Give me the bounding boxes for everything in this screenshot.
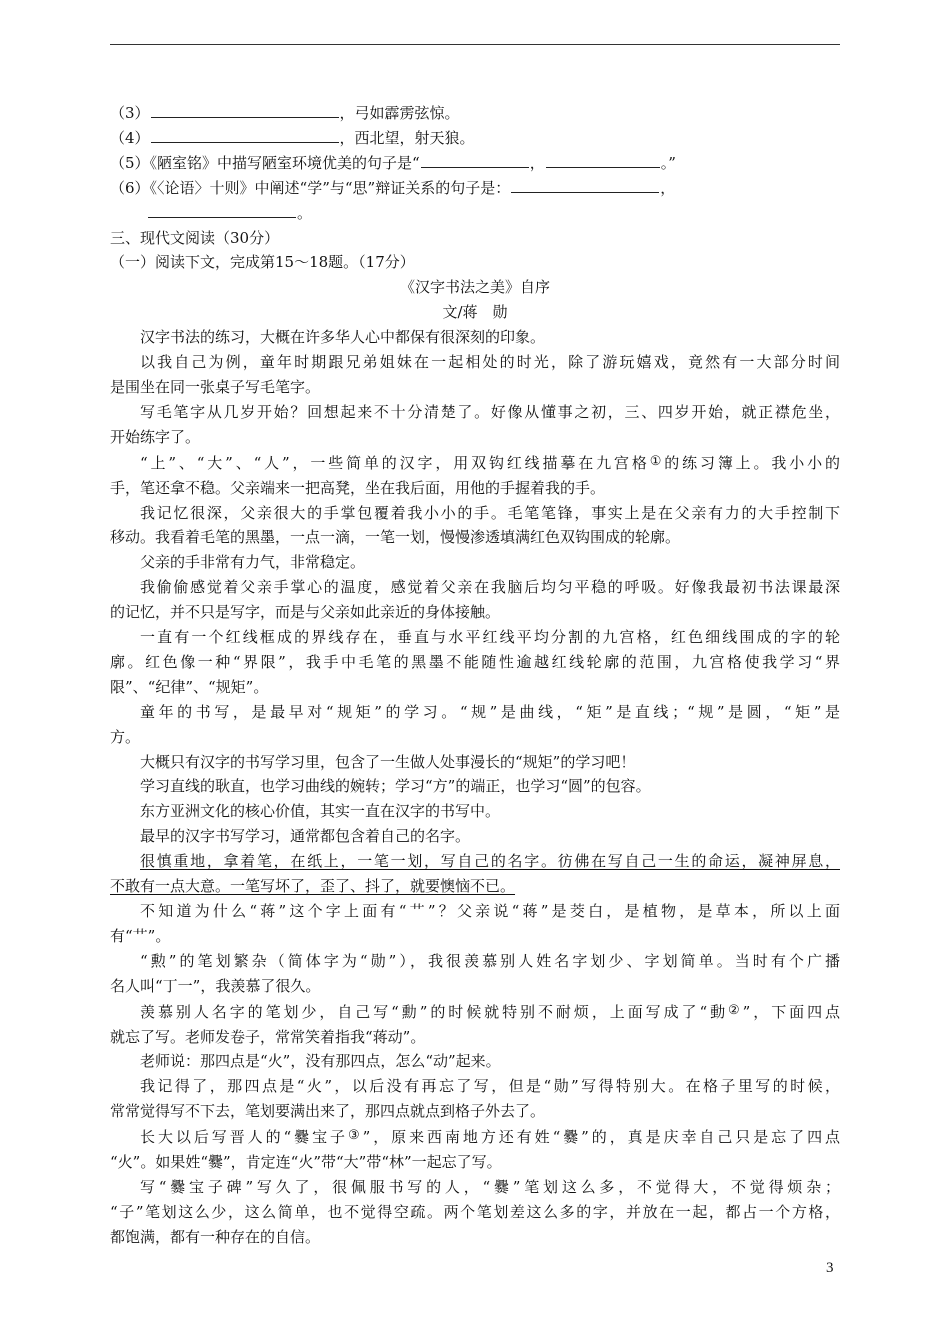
paragraph: 汉字书法的练习，大概在许多华人心中都保有很深刻的印象。 [140, 328, 546, 347]
paragraph-text: “上”、“大”、“人”，一些简单的汉字，用双钩红线描摹在九宫格 [140, 453, 650, 472]
paragraph: 方。 [110, 727, 141, 746]
paragraph: 写毛笔字从几岁开始？回想起来不十分清楚了。好像从懂事之初，三、四岁开始，就正襟危坐， [140, 402, 840, 421]
article-title: 《汉字书法之美》自序 [399, 278, 550, 297]
paragraph: 不知道为什么“蒋”这个字上面有“艹”？父亲说“蒋”是茭白，是植物，是草本，所以上面 [140, 902, 840, 920]
question-3 [110, 101, 840, 126]
paragraph: “子”笔划这么少，这么简单，也不觉得空疏。两个笔划差这么多的字，并放在一起，都占一个方格， [110, 1202, 840, 1221]
paragraph: 是围坐在同一张桌子写毛笔字。 [110, 377, 321, 396]
paragraph-text: 的练习簿上。我小小的 [664, 453, 840, 472]
paragraph [110, 450, 840, 476]
reading-instruction: （一）阅读下文，完成第15～18题。（17分） [110, 253, 415, 272]
question-text: ， [529, 153, 545, 172]
paragraph [110, 999, 840, 1025]
question-text: ， [660, 178, 676, 197]
paragraph: 老师说：那四点是“火”，没有那四点，怎么“动”起来。 [140, 1052, 501, 1071]
footnote-marker: ③ [347, 1128, 363, 1144]
paragraph: “勲”的笔划繁杂（简体字为“勋”），我很羡慕别人姓名字划少、字划简单。当时有个广播 [140, 951, 840, 970]
answer-blank[interactable] [151, 102, 339, 118]
answer-blank[interactable] [546, 152, 660, 168]
question-text: 。” [660, 153, 676, 172]
question-text: （5）《陋室铭》中描写陋室环境优美的句子是“ [110, 153, 420, 172]
page-number: 3 [826, 1260, 834, 1276]
footnote-marker: ① [649, 453, 665, 469]
question-6 [110, 176, 840, 201]
question-text: 。 [297, 203, 313, 222]
footnote-marker: ② [728, 1002, 743, 1018]
question-number: （4） [110, 128, 150, 147]
paragraph: 廓。红色像一种“界限”，我手中毛笔的黑墨不能随性逾越红线轮廓的范围，九宫格使我学习“界 [110, 652, 840, 671]
paragraph: 我记得了，那四点是“火”，以后没有再忘了写，但是“勋”写得特别大。在格子里写的时候， [140, 1077, 840, 1096]
answer-blank[interactable] [511, 177, 659, 193]
paragraph: 写“爨宝子碑”写久了，很佩服书写的人，“爨”笔划这么多，不觉得大，不觉得烦杂； [140, 1177, 840, 1196]
paragraph: 最早的汉字书写学习，通常都包含着自己的名字。 [140, 827, 471, 846]
article-author: 文/蒋 勋 [442, 303, 508, 322]
paragraph: 我记忆很深，父亲很大的手掌包覆着我小小的手。毛笔笔锋，事实上是在父亲有力的大手控制下 [140, 503, 840, 522]
underlined-paragraph: 很慎重地，拿着笔，在纸上，一笔一划，写自己的名字。彷佛在写自己一生的命运，凝神屏息， [140, 852, 840, 871]
paragraph: 东方亚洲文化的核心价值，其实一直在汉字的书写中。 [140, 802, 501, 821]
question-4 [110, 126, 840, 151]
question-6-continued [110, 201, 840, 226]
paragraph: 开始练字了。 [110, 427, 201, 446]
underlined-paragraph: 不敢有一点大意。一笔写坏了，歪了、抖了，就要懊恼不已。 [110, 877, 516, 896]
question-text: ，弓如霹雳弦惊。 [339, 104, 460, 122]
question-text: ，西北望，射天狼。 [339, 128, 475, 147]
paragraph: 的记忆，并不只是写字，而是与父亲如此亲近的身体接触。 [110, 603, 501, 622]
paragraph: 就忘了写。老师发卷子，常常笑着指我“蒋动”。 [110, 1027, 426, 1046]
question-text: （6）《〈论语〉十则》中阐述“学”与“思”辩证关系的句子是： [110, 178, 511, 197]
paragraph: 以我自己为例，童年时期跟兄弟姐妹在一起相处的时光，除了游玩嬉戏，竟然有一大部分时间 [140, 353, 840, 372]
question-number: （3） [110, 104, 150, 122]
paragraph-text: 长大以后写晋人的“爨宝子 [140, 1128, 348, 1147]
paragraph-text: ”，下面四点 [742, 1002, 841, 1021]
paragraph [110, 1124, 840, 1150]
paragraph: 名人叫“丁一”，我羡慕了很久。 [110, 976, 321, 995]
paragraph: “火”。如果姓“爨”，肯定连“火”带“大”带“林”一起忘了写。 [110, 1153, 502, 1172]
page-content [110, 101, 840, 1250]
paragraph: 父亲的手非常有力气，非常稳定。 [140, 553, 366, 572]
answer-blank[interactable] [421, 152, 529, 168]
answer-blank[interactable] [148, 202, 296, 218]
paragraph-text: ”，原来西南地方还有姓“爨”的，真是庆幸自己只是忘了四点 [362, 1128, 841, 1147]
paragraph: 有“艹”。 [110, 926, 171, 945]
paragraph: 都饱满，都有一种存在的自信。 [110, 1227, 321, 1246]
paragraph: 学习直线的耿直，也学习曲线的婉转；学习“方”的端正，也学习“圆”的包容。 [140, 777, 651, 796]
paragraph-text: 羡慕别人名字的笔划少，自己写“勳”的时候就特别不耐烦，上面写成了“動 [140, 1002, 729, 1021]
section-heading: 三、现代文阅读（30分） [110, 228, 280, 247]
header-rule [110, 44, 840, 45]
paragraph: 童年的书写，是最早对“规矩”的学习。“规”是曲线，“矩”是直线；“规”是圆，“矩”是 [140, 702, 840, 721]
question-5 [110, 151, 840, 176]
paragraph: 限”、“纪律”、“规矩”。 [110, 677, 269, 696]
paragraph: 一直有一个红线框成的界线存在，垂直与水平红线平均分割的九宫格，红色细线围成的字的轮 [140, 628, 840, 647]
paragraph: 常常觉得写不下去，笔划要满出来了，那四点就点到格子外去了。 [110, 1102, 546, 1121]
answer-blank[interactable] [151, 127, 339, 143]
paragraph: 手，笔还拿不稳。父亲端来一把高凳，坐在我后面，用他的手握着我的手。 [110, 478, 606, 497]
paragraph: 我偷偷感觉着父亲手掌心的温度，感觉着父亲在我脑后均匀平稳的呼吸。好像我最初书法课最深 [140, 578, 840, 597]
paragraph: 移动。我看着毛笔的黑墨，一点一滴，一笔一划，慢慢渗透填满红色双钩围成的轮廓。 [110, 528, 681, 547]
paragraph: 大概只有汉字的书写学习里，包含了一生做人处事漫长的“规矩”的学习吧！ [140, 752, 636, 771]
